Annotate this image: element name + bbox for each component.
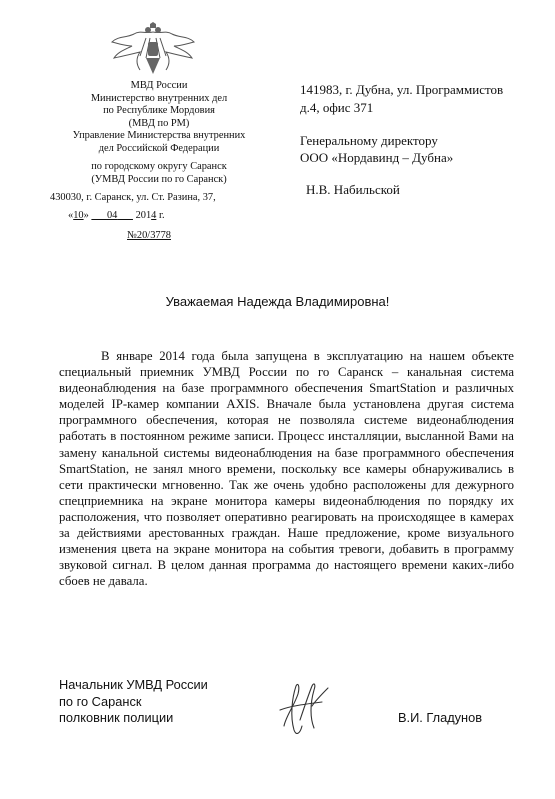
- sender-line: (УМВД России по го Саранск): [91, 173, 227, 185]
- date-day: 10: [73, 210, 84, 221]
- date-year-prefix: 201: [132, 210, 152, 221]
- signature-title-line1: Начальник УМВД России: [59, 677, 208, 692]
- recipient-company: ООО «Нордавинд – Дубна»: [300, 150, 454, 165]
- date-month: 04: [106, 210, 118, 221]
- recipient-address-line1: 141983, г. Дубна, ул. Программистов: [300, 82, 504, 97]
- date-year-digit: 4: [151, 210, 157, 221]
- sender-line: Управление Министерства внутренних: [72, 130, 246, 141]
- letter-date: [68, 210, 165, 221]
- signer-name: В.И. Гладунов: [398, 710, 483, 725]
- sender-line: по Республике Мордовия: [103, 105, 215, 116]
- signature-title-line2: по го Саранск: [59, 694, 142, 709]
- date-close-quote: »: [83, 210, 92, 221]
- handwritten-signature: [276, 676, 336, 740]
- date-suffix: г.: [156, 210, 165, 221]
- date-open-quote: «: [68, 210, 74, 221]
- sender-line: Министерство внутренних дел: [90, 92, 228, 104]
- sender-header: [40, 80, 278, 186]
- letter-number: №20/3778: [127, 230, 171, 241]
- sender-line: по городскому округу Саранск: [91, 161, 227, 172]
- recipient-name: Н.В. Набильской: [306, 182, 400, 197]
- sender-line: (МВД по РМ): [128, 117, 190, 129]
- greeting: Уважаемая Надежда Владимировна!: [165, 294, 390, 309]
- signature-title-line3: полковник полиции: [59, 710, 174, 725]
- sender-line: МВД России: [130, 80, 188, 91]
- recipient-address-line2: д.4, офис 371: [300, 100, 374, 115]
- recipient-position: Генеральному директору: [300, 133, 438, 148]
- sender-line: дел Российской Федерации: [98, 142, 220, 154]
- letter-body: В январе 2014 года была запущена в эксплуатацию на нашем объекте специальный приемник УМВД России по го Саранск – канальная система видеонаблюдения на базе программного обеспечения SmartStation и различных моделей IP-камер компании AXIS. Вначале была установлена другая система программного обеспечения, которая не позволяла системе видеонаблюдения работать в постоянном режиме записи. Процесс инсталляции, высланной Вами на замену канальной системы видеонаблюдения на базе программного обеспечения SmartStation, не занял много времени, поскольку все камеры обнаруживались в сети практически мгновенно. Так же очень удобно расположены для дежурного спецприемника на экране монитора камеры видеонаблюдения по порядку их расположения, что позволяет оперативно реагировать на происходящее в камерах за действиями арестованных граждан. Наше предложение, кроме визуального изменения цвета на экране монитора на события тревоги, добавить в программу звуковой сигнал. В целом данная программа до настоящего времени каких-либо сбоев не давала.: [59, 349, 514, 589]
- double-headed-eagle-emblem-icon: [110, 22, 196, 78]
- sender-address: 430030, г. Саранск, ул. Ст. Разина, 37,: [50, 192, 216, 203]
